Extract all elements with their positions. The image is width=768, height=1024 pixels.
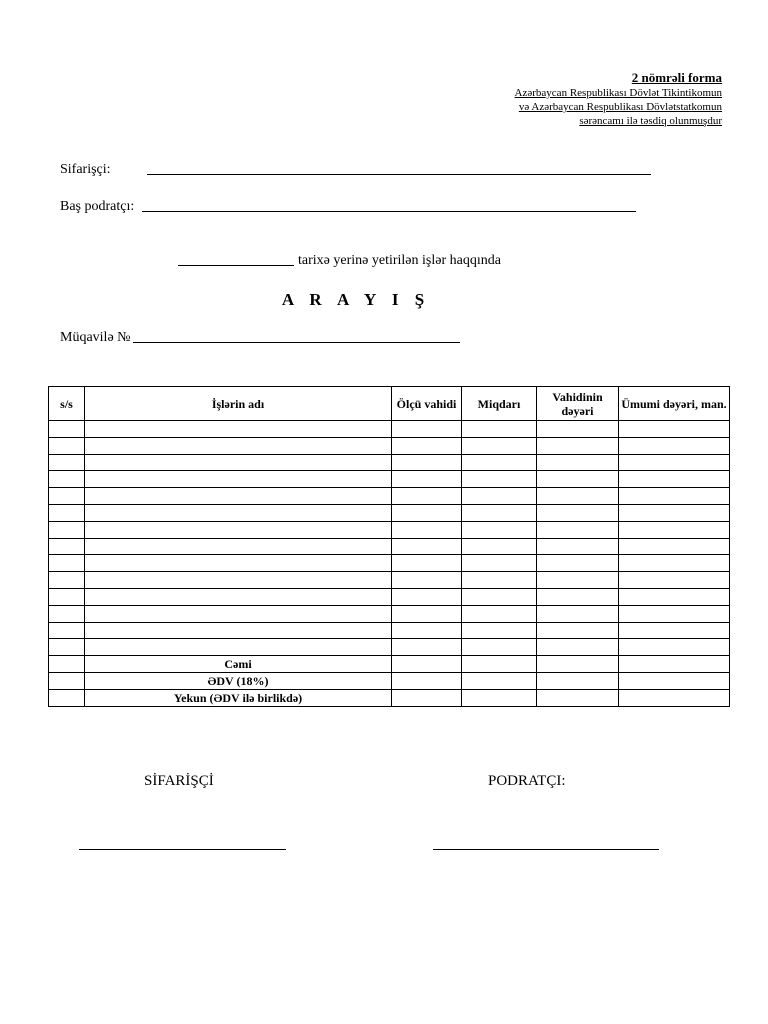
table-cell[interactable] [49,622,85,639]
table-cell[interactable] [462,437,537,454]
cell[interactable] [537,672,619,689]
table-cell[interactable] [49,421,85,438]
col-header-total: Ümumi dəyəri, man. [619,387,730,421]
form-number: 2 nömrəli forma [631,70,722,85]
table-cell[interactable] [392,538,462,555]
table-cell[interactable] [537,538,619,555]
table-cell[interactable] [537,622,619,639]
approval-line-2: və Azərbaycan Respublikası Dövlətstatkomun [518,101,722,113]
table-cell[interactable] [462,454,537,471]
cell[interactable] [392,672,462,689]
table-cell[interactable] [462,488,537,505]
table-cell[interactable] [537,588,619,605]
table-cell[interactable] [392,504,462,521]
col-header-unit-price: Vahidinin dəyəri [537,387,619,421]
table-row [49,605,730,622]
table-cell[interactable] [85,488,392,505]
table-cell[interactable] [49,572,85,589]
table-cell[interactable] [537,454,619,471]
cell[interactable] [619,656,730,673]
summary-label-total: Cəmi [85,656,392,673]
table-row [49,588,730,605]
cell[interactable] [49,656,85,673]
table-row [49,622,730,639]
table-cell[interactable] [49,555,85,572]
table-cell[interactable] [49,639,85,656]
table-cell[interactable] [392,521,462,538]
table-cell[interactable] [85,454,392,471]
table-cell[interactable] [462,421,537,438]
cell[interactable] [619,689,730,706]
table-cell[interactable] [85,605,392,622]
table-cell[interactable] [85,588,392,605]
cell[interactable] [49,689,85,706]
table-cell[interactable] [619,605,730,622]
table-cell[interactable] [462,639,537,656]
date-input-line[interactable] [178,265,294,266]
works-table [48,386,730,707]
table-cell[interactable] [537,605,619,622]
table-cell[interactable] [619,437,730,454]
contractor-field [60,199,636,215]
table-cell[interactable] [619,471,730,488]
table-cell[interactable] [537,504,619,521]
table-row [49,488,730,505]
date-suffix-text: tarixə yerinə yetirilən işlər haqqında [298,253,501,268]
summary-row-grand-total [49,689,730,706]
contractor-input-line[interactable] [142,210,636,212]
contract-input-line[interactable] [133,341,460,343]
table-cell[interactable] [85,521,392,538]
col-header-unit: Ölçü vahidi [392,387,462,421]
table-cell[interactable] [392,471,462,488]
cell[interactable] [619,672,730,689]
customer-signature-line[interactable] [79,848,286,850]
cell[interactable] [392,689,462,706]
table-cell[interactable] [619,488,730,505]
table-cell[interactable] [392,488,462,505]
contractor-signature-line[interactable] [433,848,659,850]
table-cell[interactable] [85,538,392,555]
table-cell[interactable] [85,555,392,572]
cell[interactable] [392,656,462,673]
table-cell[interactable] [392,572,462,589]
cell[interactable] [462,689,537,706]
customer-field [60,162,651,178]
table-cell[interactable] [462,588,537,605]
table-cell[interactable] [392,437,462,454]
table-cell[interactable] [462,471,537,488]
cell[interactable] [49,672,85,689]
table-cell[interactable] [619,504,730,521]
table-cell[interactable] [85,421,392,438]
table-cell[interactable] [537,572,619,589]
col-header-work-name: İşlərin adı [85,387,392,421]
table-cell[interactable] [85,572,392,589]
table-cell[interactable] [619,572,730,589]
table-header-row [49,387,730,421]
table-row [49,521,730,538]
cell[interactable] [537,656,619,673]
table-cell[interactable] [49,437,85,454]
table-cell[interactable] [462,504,537,521]
table-cell[interactable] [537,639,619,656]
table-cell[interactable] [462,538,537,555]
cell[interactable] [462,672,537,689]
table-cell[interactable] [462,572,537,589]
table-cell[interactable] [49,488,85,505]
cell[interactable] [462,656,537,673]
table-cell[interactable] [392,639,462,656]
table-cell[interactable] [85,471,392,488]
table-cell[interactable] [85,504,392,521]
form-header [515,70,722,128]
table-cell[interactable] [537,437,619,454]
table-cell[interactable] [392,454,462,471]
table-body [49,421,730,707]
contractor-label: Baş podratçı: [60,199,135,214]
table-cell[interactable] [85,622,392,639]
table-row [49,538,730,555]
table-row [49,421,730,438]
summary-row-total [49,656,730,673]
table-cell[interactable] [619,555,730,572]
document-title: A R A Y I Ş [281,290,431,309]
customer-label: Sifarişçi: [60,162,111,177]
table-cell[interactable] [49,538,85,555]
table-row [49,471,730,488]
summary-label-vat: ƏDV (18%) [85,672,392,689]
contract-field [60,330,460,346]
summary-label-grand-total: Yekun (ƏDV ilə birlikdə) [85,689,392,706]
table-cell[interactable] [49,454,85,471]
table-cell[interactable] [49,504,85,521]
table-row [49,639,730,656]
table-cell[interactable] [619,421,730,438]
table-cell[interactable] [392,605,462,622]
table-row [49,555,730,572]
table-cell[interactable] [619,622,730,639]
contractor-signature-label: PODRATÇI: [488,773,566,789]
table-cell[interactable] [85,437,392,454]
table-cell[interactable] [537,488,619,505]
table-cell[interactable] [49,605,85,622]
table-cell[interactable] [619,538,730,555]
table-cell[interactable] [392,588,462,605]
table-cell[interactable] [619,588,730,605]
table-cell[interactable] [537,555,619,572]
table-cell[interactable] [462,605,537,622]
cell[interactable] [537,689,619,706]
approval-line-1: Azərbaycan Respublikası Dövlət Tikintikomun [514,87,722,99]
table-row [49,437,730,454]
contract-label: Müqavilə № [60,330,131,345]
date-line [178,253,501,269]
table-cell[interactable] [619,521,730,538]
customer-signature-label: SİFARİŞÇİ [144,773,214,789]
table-cell[interactable] [462,521,537,538]
col-header-number: s/s [49,387,85,421]
table-cell[interactable] [85,639,392,656]
table-cell[interactable] [462,555,537,572]
table-row [49,454,730,471]
table-cell[interactable] [49,588,85,605]
table-cell[interactable] [537,521,619,538]
table-row [49,572,730,589]
summary-row-vat [49,672,730,689]
table-cell[interactable] [392,555,462,572]
table-cell[interactable] [462,622,537,639]
table-cell[interactable] [537,421,619,438]
col-header-quantity: Miqdarı [462,387,537,421]
customer-input-line[interactable] [147,173,651,175]
table-cell[interactable] [619,454,730,471]
table-cell[interactable] [619,639,730,656]
table-row [49,504,730,521]
table-cell[interactable] [537,471,619,488]
table-cell[interactable] [49,521,85,538]
table-cell[interactable] [49,471,85,488]
approval-line-3: sərəncamı ilə təsdiq olunmuşdur [579,115,722,127]
table-cell[interactable] [392,421,462,438]
table-cell[interactable] [392,622,462,639]
